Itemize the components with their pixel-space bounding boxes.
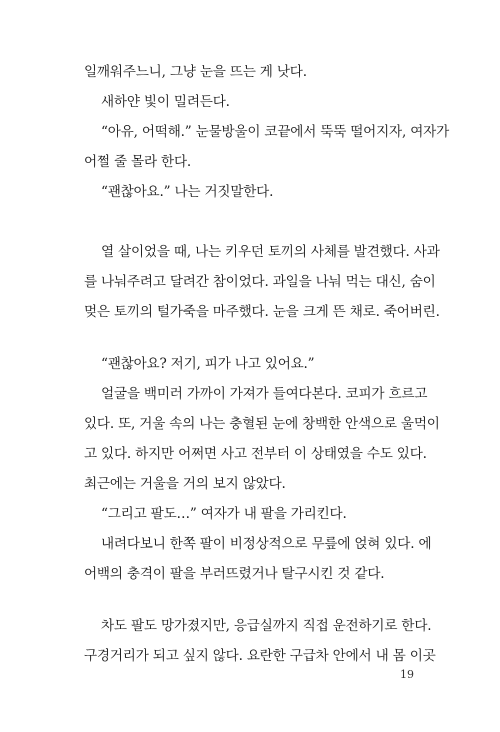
text-line: 얼굴을 백미러 가까이 가져가 들여다본다. 코피가 흐르고 — [101, 386, 428, 402]
text-line: 최근에는 거울을 거의 보지 않았다. — [84, 476, 286, 492]
text-line: 를 나눠주려고 달려간 참이었다. 과일을 나눠 먹는 대신, 숨이 — [84, 274, 436, 290]
text-line: “그리고 팔도…” 여자가 내 팔을 가리킨다. — [101, 506, 347, 522]
text-line: 멎은 토끼의 털가죽을 마주했다. 눈을 크게 뜬 채로. 죽어버린. — [84, 304, 440, 320]
text-line: 일깨워주느니, 그냥 눈을 뜨는 게 낫다. — [84, 64, 307, 80]
text-line: 어쩔 줄 몰라 한다. — [84, 154, 192, 170]
text-line: “괜찮아요.” 나는 거짓말한다. — [101, 184, 274, 200]
text-line: 열 살이었을 때, 나는 키우던 토끼의 사체를 발견했다. 사과 — [101, 244, 440, 260]
text-line: 내려다보니 한쪽 팔이 비정상적으로 무릎에 얹혀 있다. 에 — [101, 536, 432, 552]
text-line: 새하얀 빛이 밀려든다. — [101, 94, 230, 110]
text-line: 있다. 또, 거울 속의 나는 충혈된 눈에 창백한 안색으로 울먹이 — [84, 416, 440, 432]
text-line: 차도 팔도 망가졌지만, 응급실까지 직접 운전하기로 한다. — [101, 618, 432, 634]
text-line: “아유, 어떡해.” 눈물방울이 코끝에서 뚝뚝 떨어지자, 여자가 — [101, 124, 450, 140]
text-line: “괜찮아요? 저기, 피가 나고 있어요.” — [101, 356, 315, 372]
page-number: 19 — [400, 668, 414, 681]
text-line: 구경거리가 되고 싶지 않다. 요란한 구급차 안에서 내 몸 이곳 — [84, 648, 436, 664]
text-line: 어백의 충격이 팔을 부러뜨렸거나 탈구시킨 것 같다. — [84, 566, 385, 582]
text-line: 고 있다. 하지만 어쩌면 사고 전부터 이 상태였을 수도 있다. — [84, 446, 427, 462]
